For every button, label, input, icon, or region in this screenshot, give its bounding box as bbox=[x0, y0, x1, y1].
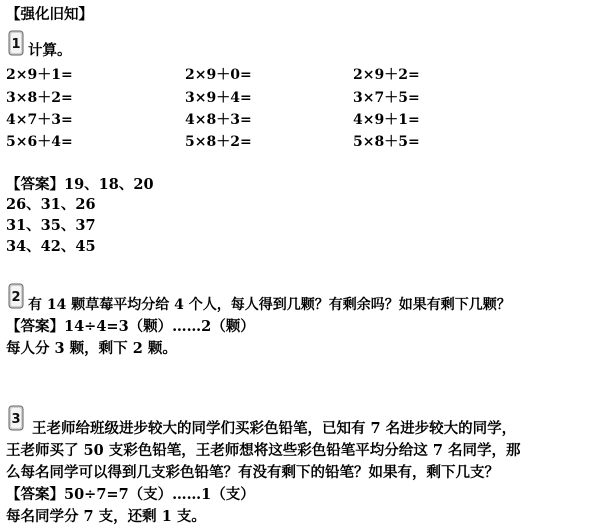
answer-line: 31、35、37 bbox=[6, 217, 96, 234]
equation: 4×9＋1= bbox=[353, 112, 420, 128]
answer-line: 34、42、45 bbox=[6, 238, 96, 255]
equation: 3×7＋5= bbox=[353, 90, 420, 106]
question-1-prompt: 计算。 bbox=[28, 42, 72, 59]
question-3-number: 3 bbox=[11, 412, 21, 427]
equation: 5×8＋5= bbox=[353, 134, 420, 150]
answer-label: 【答案】 bbox=[6, 318, 64, 335]
equation: 5×6＋4= bbox=[6, 134, 73, 150]
answer-conclusion: 每人分 3 颗，剩下 2 颗。 bbox=[6, 340, 177, 357]
answer-text: 14÷4=3（颗）……2（颗） bbox=[64, 318, 255, 335]
answer-conclusion: 每名同学分 7 支，还剩 1 支。 bbox=[6, 508, 206, 525]
answer-block-2 bbox=[6, 318, 255, 336]
question-1-badge-icon bbox=[8, 30, 24, 56]
equation: 2×9＋1= bbox=[6, 67, 73, 83]
answer-line: 26、31、26 bbox=[6, 196, 96, 213]
answer-label: 【答案】 bbox=[6, 486, 64, 503]
answer-label: 【答案】 bbox=[6, 176, 64, 193]
answer-block-1 bbox=[6, 176, 154, 194]
equation: 4×7＋3= bbox=[6, 112, 73, 128]
question-2-number: 2 bbox=[11, 290, 21, 305]
question-2-badge-icon bbox=[8, 283, 24, 309]
equation: 3×8＋2= bbox=[6, 90, 73, 106]
answer-text: 50÷7=7（支）……1（支） bbox=[64, 486, 255, 503]
answer-line: 19、18、20 bbox=[64, 176, 154, 193]
question-3-prompt-line: 王老师给班级进步较大的同学们买彩色铅笔，已知有 7 名进步较大的同学， bbox=[32, 420, 517, 437]
equation: 2×9＋2= bbox=[353, 67, 420, 83]
equation: 5×8＋2= bbox=[185, 134, 252, 150]
question-3-prompt-line: 王老师买了 50 支彩色铅笔，王老师想将这些彩色铅笔平均分给这 7 名同学，那 bbox=[6, 442, 521, 459]
question-3-prompt-line: 么每名同学可以得到几支彩色铅笔？有没有剩下的铅笔？如果有，剩下几支？ bbox=[6, 464, 499, 481]
question-3-badge-icon bbox=[8, 405, 24, 431]
question-2-prompt: 有 14 颗草莓平均分给 4 个人，每人得到几颗？有剩余吗？如果有剩下几颗？ bbox=[28, 297, 511, 313]
equation: 4×8＋3= bbox=[185, 112, 252, 128]
question-1-number: 1 bbox=[11, 37, 21, 52]
section-title: 【强化旧知】 bbox=[6, 6, 93, 23]
equation: 2×9＋0= bbox=[185, 67, 252, 83]
answer-block-3 bbox=[6, 486, 255, 504]
equation: 3×9＋4= bbox=[185, 90, 252, 106]
